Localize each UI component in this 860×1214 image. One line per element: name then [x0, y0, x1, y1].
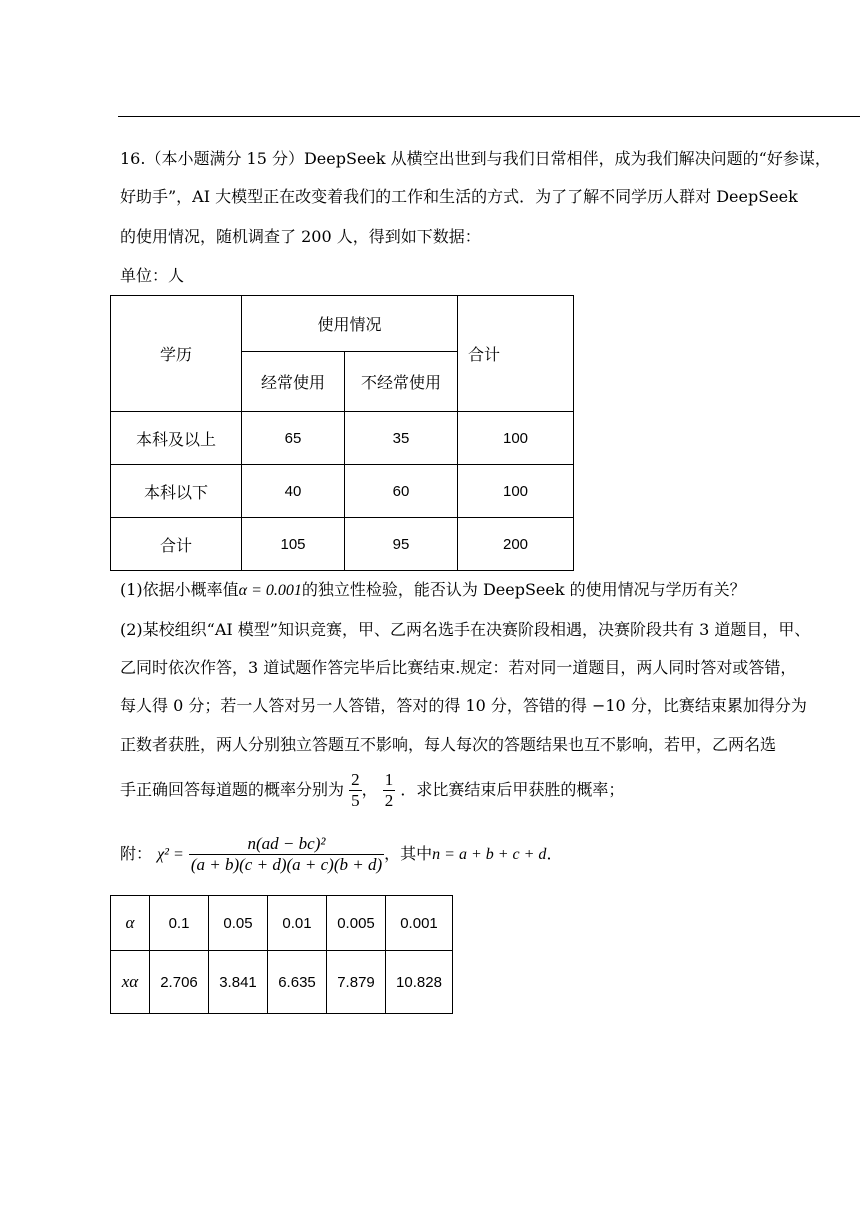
x-alpha-value: 3.841 — [209, 951, 268, 1014]
row-label: 合计 — [111, 518, 242, 571]
header-education: 学历 — [111, 296, 242, 412]
chi-numerator: n(ad − bc)² — [189, 834, 384, 855]
q2-line5-prefix: 手正确回答每道题的概率分别为 — [120, 780, 345, 799]
usage-table — [110, 295, 574, 571]
cell-often: 105 — [242, 518, 345, 571]
chi-denominator: (a + b)(c + d)(a + c)(b + d) — [190, 855, 383, 874]
fraction-one-half — [383, 770, 396, 811]
x-alpha-value: 2.706 — [150, 951, 209, 1014]
header-usage: 使用情况 — [242, 296, 458, 352]
subheader-often: 经常使用 — [242, 352, 345, 412]
fraction-separator: ， — [361, 780, 378, 799]
question-2-line-5 — [120, 768, 624, 812]
alpha-symbol: α — [111, 896, 150, 951]
question-1 — [120, 579, 746, 602]
question-2-line-1: (2)某校组织“AI 模型”知识竞赛，甲、乙两名选手在决赛阶段相遇，决赛阶段共有 3 道题目，甲、 — [120, 620, 811, 639]
table-row — [111, 951, 453, 1014]
problem-line-3: 的使用情况，随机调查了 200 人，得到如下数据： — [120, 227, 481, 246]
header-rule — [118, 116, 860, 117]
cell-often: 40 — [242, 465, 345, 518]
x-alpha-value: 6.635 — [268, 951, 327, 1014]
question-2-line-2: 乙同时依次作答，3 道试题作答完毕后比赛结束.规定：若对同一道题目，两人同时答对或答错， — [120, 658, 797, 677]
problem-line-2: 好助手”，AI 大模型正在改变着我们的工作和生活的方式．为了了解不同学历人群对 DeepSeek — [120, 187, 798, 206]
critical-value-table — [110, 895, 453, 1014]
question-2-line-3: 每人得 0 分；若一人答对另一人答错，答对的得 10 分，答错的得 −10 分，比赛结束累加得分为 — [120, 696, 807, 715]
appendix-formula — [120, 832, 562, 877]
subheader-not-often: 不经常使用 — [345, 352, 458, 412]
fraction-two-fifths — [349, 770, 362, 811]
chi-square-fraction — [189, 834, 384, 875]
appendix-where: ，其中 — [384, 844, 433, 863]
cell-not-often: 35 — [345, 412, 458, 465]
problem-line-1: 16.（本小题满分 15 分）DeepSeek 从横空出世到与我们日常相伴，成为我们解决问题的“好参谋， — [120, 149, 831, 168]
question-2-line-4: 正数者获胜，两人分别独立答题互不影响，每人每次的答题结果也互不影响，若甲，乙两名选 — [120, 735, 777, 754]
cell-total: 100 — [458, 465, 574, 518]
row-label: 本科及以上 — [111, 412, 242, 465]
n-formula: n = a + b + c + d — [432, 846, 547, 863]
q1-suffix: 的独立性检验，能否认为 DeepSeek 的使用情况与学历有关？ — [301, 580, 746, 599]
chi-square-lhs: χ² = — [157, 846, 184, 863]
cell-total: 200 — [458, 518, 574, 571]
cell-not-often: 95 — [345, 518, 458, 571]
header-total: 合计 — [458, 296, 574, 412]
unit-label: 单位：人 — [120, 266, 185, 285]
alpha-value: 0.005 — [327, 896, 386, 951]
x-alpha-value: 10.828 — [386, 951, 453, 1014]
table-row — [111, 465, 574, 518]
table-row — [111, 518, 574, 571]
cell-total: 100 — [458, 412, 574, 465]
frac1-denominator: 5 — [351, 791, 360, 810]
x-alpha-value: 7.879 — [327, 951, 386, 1014]
table-row — [111, 896, 453, 951]
cell-often: 65 — [242, 412, 345, 465]
table-row — [111, 412, 574, 465]
x-alpha-symbol: xα — [111, 951, 150, 1014]
alpha-value: 0.05 — [209, 896, 268, 951]
q1-prefix: (1)依据小概率值 — [120, 580, 239, 599]
row-label: 本科以下 — [111, 465, 242, 518]
appendix-end: ． — [546, 844, 563, 863]
appendix-label: 附： — [120, 844, 153, 863]
q2-line5-suffix: ．求比赛结束后甲获胜的概率； — [400, 780, 625, 799]
frac2-denominator: 2 — [384, 791, 394, 810]
alpha-value: 0.001 — [386, 896, 453, 951]
frac1-numerator: 2 — [351, 770, 360, 789]
alpha-value: 0.01 — [268, 896, 327, 951]
q1-formula: α = 0.001 — [238, 582, 302, 599]
cell-not-often: 60 — [345, 465, 458, 518]
alpha-value: 0.1 — [150, 896, 209, 951]
frac2-numerator: 1 — [384, 770, 394, 789]
